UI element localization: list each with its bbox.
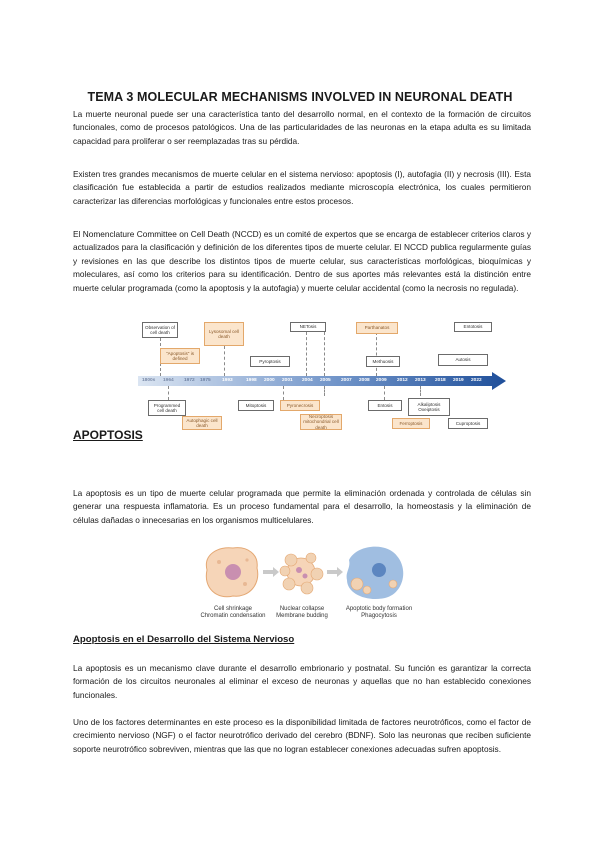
timeline-box-autosis: Autosis — [438, 354, 488, 366]
year-label: 2007 — [341, 378, 352, 383]
year-label: 2012 — [397, 378, 408, 383]
apoptosis-stages-illustration — [197, 540, 407, 604]
year-label: 2000 — [264, 378, 275, 383]
timeline-box-parthanatos: Parthanatos — [356, 322, 398, 334]
apoptosis-stages-figure — [197, 540, 413, 626]
timeline-box-autophagic: Autophagic cell death — [182, 416, 222, 430]
apoptotic-body — [351, 578, 363, 590]
connector-line — [324, 332, 325, 376]
year-label: 2008 — [359, 378, 370, 383]
timeline-box-pyroptosis: Pyroptosis — [250, 356, 290, 367]
timeline-box-methuosis: Methuosis — [366, 356, 400, 367]
paragraph-mechanisms: Existen tres grandes mecanismos de muerte celular en el sistema nervioso: apoptosis (I), autofagia (II) y necrosis (III). Esta clasificación fue establecida a partir de estudios realizados mediante microscopía electrónica, los cuales permitieron caracterizar las diferencias morfológicas y funcionales entre estos procesos. — [73, 169, 531, 206]
year-label: 1975 — [200, 378, 211, 383]
paragraph-development: La apoptosis es un mecanismo clave durante el desarrollo embrionario y postnatal. Su función es garantizar la correcta formación de los circuitos neuronales al eliminar el exceso de neuronas y aquellas que no han establecido conexiones funcionales. — [73, 663, 531, 700]
paragraph-apoptosis-definition: La apoptosis es un tipo de muerte celular programada que permite la eliminación ordenada y controlada de células sin generar una respuesta inflamatoria. Es un proceso fundamental para el desarrollo, la homeostasis y la eliminación de células dañadas o innecesarias en los organismos multicelulares. — [73, 488, 531, 525]
year-label: 1800s — [142, 378, 156, 383]
year-label: 1972 — [184, 378, 195, 383]
caption-stage-1: Cell shrinkage Chromatin condensation — [200, 606, 266, 619]
timeline-box-apoptosis-defined: "Apoptosis" is defined — [160, 348, 200, 364]
connector-line — [324, 386, 325, 396]
timeline-box-programmed: Programmed cell death — [148, 400, 186, 416]
budding-cell — [280, 553, 323, 594]
connector-line — [420, 386, 421, 396]
timeline-box-lysosomal: Lysosomal cell death — [204, 322, 244, 346]
timeline-box-entosis: Entosis — [368, 400, 402, 411]
timeline-box-alkaliptosis: Alkaliptosis Oxeiptosis — [408, 398, 450, 416]
connector-line — [224, 346, 225, 376]
paragraph-intro: La muerte neuronal puede ser una característica tanto del desarrollo normal, en el contexto de la formación de circuitos funcionales, como de procesos patológicos. Una de las particularidades de las neuronas en la etapa adulta es su limitada capacidad para proliferar o ser reemplazadas tras su pérdida. — [73, 109, 531, 146]
year-label: 2013 — [415, 378, 426, 383]
year-label: 1993 — [222, 378, 233, 383]
connector-line — [283, 386, 284, 400]
connector-line — [376, 332, 377, 376]
timeline-box-pyronecrosis: Pyronecrosis — [280, 400, 320, 411]
connector-line — [306, 332, 307, 376]
subsection-heading-development: Apoptosis en el Desarrollo del Sistema Nervioso — [73, 634, 295, 645]
caption-stage-3: Apoptotic body formation Phagocytosis — [345, 606, 413, 619]
timeline-box-cuproptosis: Cuproptosis — [448, 418, 488, 429]
year-label: 2001 — [282, 378, 293, 383]
year-label: 2005 — [320, 378, 331, 383]
timeline-box-mitoptosis: Mitoptosis — [238, 400, 274, 411]
year-label: 2004 — [302, 378, 313, 383]
year-label: 2019 — [453, 378, 464, 383]
connector-line — [384, 386, 385, 400]
timeline-box-ferroptosis: Ferroptosis — [392, 418, 430, 429]
section-heading-apoptosis: APOPTOSIS — [73, 428, 143, 442]
condensed-nucleus — [225, 564, 241, 580]
timeline-box-entotosis: Entotosis — [454, 322, 492, 332]
timeline-years — [138, 378, 498, 386]
year-label: 2009 — [376, 378, 387, 383]
cell-death-timeline-figure — [138, 318, 510, 430]
caption-stage-2: Nuclear collapse Membrane budding — [276, 606, 328, 619]
timeline-box-necroptosis: Necroptosis mitochondrial cell death — [300, 414, 342, 430]
year-label: 1998 — [246, 378, 257, 383]
timeline-box-observation: Observation of cell death — [142, 322, 178, 338]
paragraph-nccd: El Nomenclature Committee on Cell Death (NCCD) es un comité de expertos que se encarga de establecer criterios claros y actualizados para la clasificación y definición de los diferentes tipos de muerte celular. El NCCD publica regularmente guías y revisiones en las que describe los distintos tipos de muerte celular, sus características morfológicas, bioquímicas y moleculares, así como los criterios para su identificación. Dentro de sus aportes más relevantes está la distinción entre muerte celular programada (como la apoptosis y la autofagia) y muerte celular accidental (como la necrosis no regulada). — [73, 229, 531, 293]
year-label: 2018 — [435, 378, 446, 383]
paragraph-neurotrophic-factors: Uno de los factores determinantes en este proceso es la disponibilidad limitada de factores neurotróficos, como el factor de crecimiento nervioso (NGF) o el factor neurotrófico derivado del cerebro (BDNF). Solo las neuronas que reciben suficiente soporte neurotrófico sobreviven, mientras que las que no logran establecer conexiones adecuadas sufren apoptosis. — [73, 717, 531, 754]
year-label: 1964 — [163, 378, 174, 383]
page-title: TEMA 3 MOLECULAR MECHANISMS INVOLVED IN NEURONAL DEATH — [87, 90, 513, 105]
year-label: 2022 — [471, 378, 482, 383]
timeline-box-netosis: NETosis — [290, 322, 326, 332]
connector-line — [168, 386, 169, 400]
